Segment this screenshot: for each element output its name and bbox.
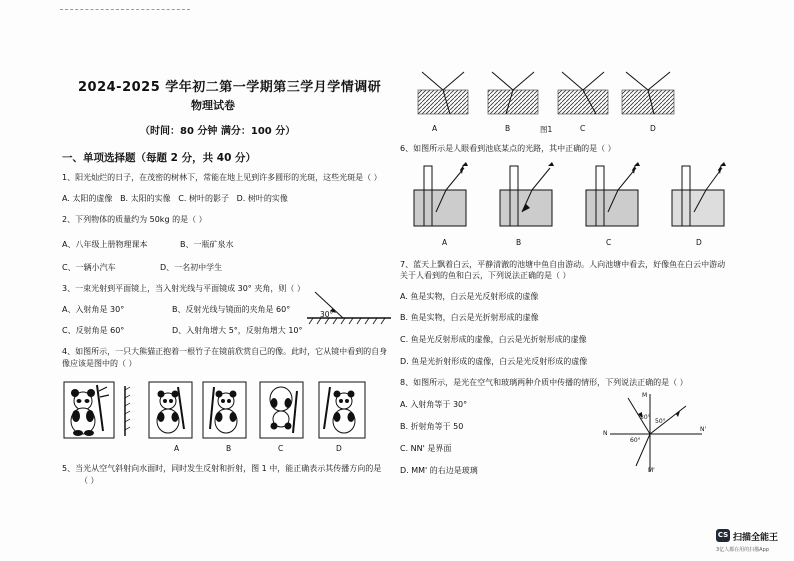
q5-figure-row [410, 70, 680, 122]
q7-stem-line1: 7、蓝天上飘着白云，平静清澈的池塘中鱼自由游动。人向池塘中看去，好像鱼在白云中游动 [400, 260, 726, 269]
q8-option-b[interactable]: B. 折射角等于 50 [400, 422, 464, 431]
q8-refraction-figure [602, 392, 712, 476]
q4-original-figure [63, 381, 115, 439]
q3-option-d[interactable]: D、入射角增大 5°，反射角增大 10° [172, 326, 303, 335]
q1-option-a[interactable]: A. 太阳的虚像 [62, 194, 113, 203]
q2-option-a[interactable]: A、八年级上册物理课本 [62, 240, 148, 249]
q1-options [62, 194, 288, 204]
q8-option-a[interactable]: A. 入射角等于 30° [400, 400, 468, 409]
q7-option-c[interactable]: C. 鱼是光反射形成的虚像，白云是光折射形成的虚像 [400, 335, 587, 344]
q5-stem-line1: 5、当光从空气斜射向水面时，同时发生反射和折射，图 1 中，能正确表示其传播方向的是 [62, 464, 382, 473]
q6-label-b: B [516, 238, 522, 247]
q4-label-a: A [174, 444, 180, 453]
q3-option-a[interactable]: A、入射角是 30° [62, 305, 125, 314]
q1-option-d[interactable]: D. 树叶的实像 [236, 194, 288, 203]
q4-option-d-figure[interactable] [318, 381, 366, 439]
q8-stem: 8、如图所示，是光在空气和玻璃两种介质中传播的情形，下列说法正确的是（ ） [400, 378, 688, 387]
q8-angle-60: 60° [630, 437, 641, 444]
q5-label-d: D [650, 124, 656, 133]
q2-option-c[interactable]: C、一辆小汽车 [62, 263, 116, 272]
q8-angle-30: 30° [640, 414, 651, 421]
q8-label-n-prime: N' [700, 426, 707, 433]
q8-label-m-prime: M' [648, 467, 655, 474]
q4-label-c: C [278, 444, 284, 453]
q2-option-b[interactable]: B、一瓶矿泉水 [180, 240, 234, 249]
q3-option-b[interactable]: B、反射光线与镜面的夹角是 60° [172, 305, 291, 314]
q3-angle-label: 30° [320, 310, 334, 319]
q7-option-d[interactable]: D. 鱼是光折射形成的虚像，白云是光反射形成的虚像 [400, 357, 588, 366]
q1-option-b[interactable]: B. 太阳的实像 [120, 194, 171, 203]
q6-label-c: C [606, 238, 612, 247]
q8-angle-50: 50° [655, 418, 666, 425]
q7-option-a[interactable]: A. 鱼是实物，白云是光反射形成的虚像 [400, 292, 539, 301]
q7-option-b[interactable]: B. 鱼是实物，白云是光折射形成的虚像 [400, 313, 539, 322]
q3-option-c[interactable]: C、反射角是 60° [62, 326, 125, 335]
q6-stem: 6、如图所示是人眼看到池底某点的光路，其中正确的是（ ） [400, 144, 616, 153]
q5-stem-line2: （ ） [80, 476, 99, 485]
q5-label-a: A [432, 124, 438, 133]
q5-label-b: B [505, 124, 511, 133]
q4-option-c-figure[interactable] [259, 381, 304, 439]
q1-option-c[interactable]: C. 树叶的影子 [178, 194, 229, 203]
q4-label-b: B [226, 444, 232, 453]
q8-label-n: N [603, 430, 608, 437]
q1-stem: 1、阳光灿烂的日子，在茂密的树林下，常能在地上见到许多圆形的光斑，这些光斑是（ ） [62, 173, 382, 182]
q4-option-a-figure[interactable] [148, 381, 193, 439]
q8-option-d[interactable]: D. MM' 的右边是玻璃 [400, 466, 478, 475]
page-title: 2024-2025 学年初二第一学期第三学月学情调研 [78, 80, 382, 95]
q3-stem: 3、一束光射到平面镜上，当入射光线与平面镜成 30° 夹角，则（ ） [62, 284, 305, 293]
q4-mirror [121, 386, 131, 436]
q5-figure-caption: 图1 [540, 125, 553, 134]
q4-stem-line2: 像应该是图中的（ ） [62, 359, 137, 368]
q6-label-a: A [442, 238, 448, 247]
q8-option-c[interactable]: C. NN' 是界面 [400, 444, 452, 453]
q8-label-m: M [642, 392, 648, 399]
q4-option-b-figure[interactable] [202, 381, 247, 439]
q5-label-c: C [580, 124, 586, 133]
q4-stem-line1: 4、如图所示，一只大熊猫正抱着一根竹子在镜前欣赏自己的像。此时，它从镜中看到的自身 [62, 347, 388, 356]
camscanner-logo-icon: CS [716, 529, 730, 542]
camscanner-brand: 扫描全能王 [733, 533, 779, 543]
section-heading: 一、单项选择题（每题 2 分，共 40 分） [62, 152, 257, 164]
q7-stem-line2: 关于人看到的鱼和白云，下列说法正确的是（ ） [400, 271, 571, 280]
q2-option-d[interactable]: D、一名初中学生 [160, 263, 223, 272]
q6-label-d: D [696, 238, 702, 247]
q3-mirror-figure [305, 290, 393, 330]
camscanner-tagline: 3亿人都在用的扫描App [716, 547, 769, 553]
q2-stem: 2、下列物体的质量约为 50kg 的是（ ） [62, 215, 207, 224]
q6-figure-row [410, 160, 740, 232]
time-info: （时间：80 分钟 满分：100 分） [140, 126, 296, 137]
top-rule [60, 9, 190, 11]
subject-title: 物理试卷 [191, 99, 235, 112]
q4-label-d: D [336, 444, 342, 453]
